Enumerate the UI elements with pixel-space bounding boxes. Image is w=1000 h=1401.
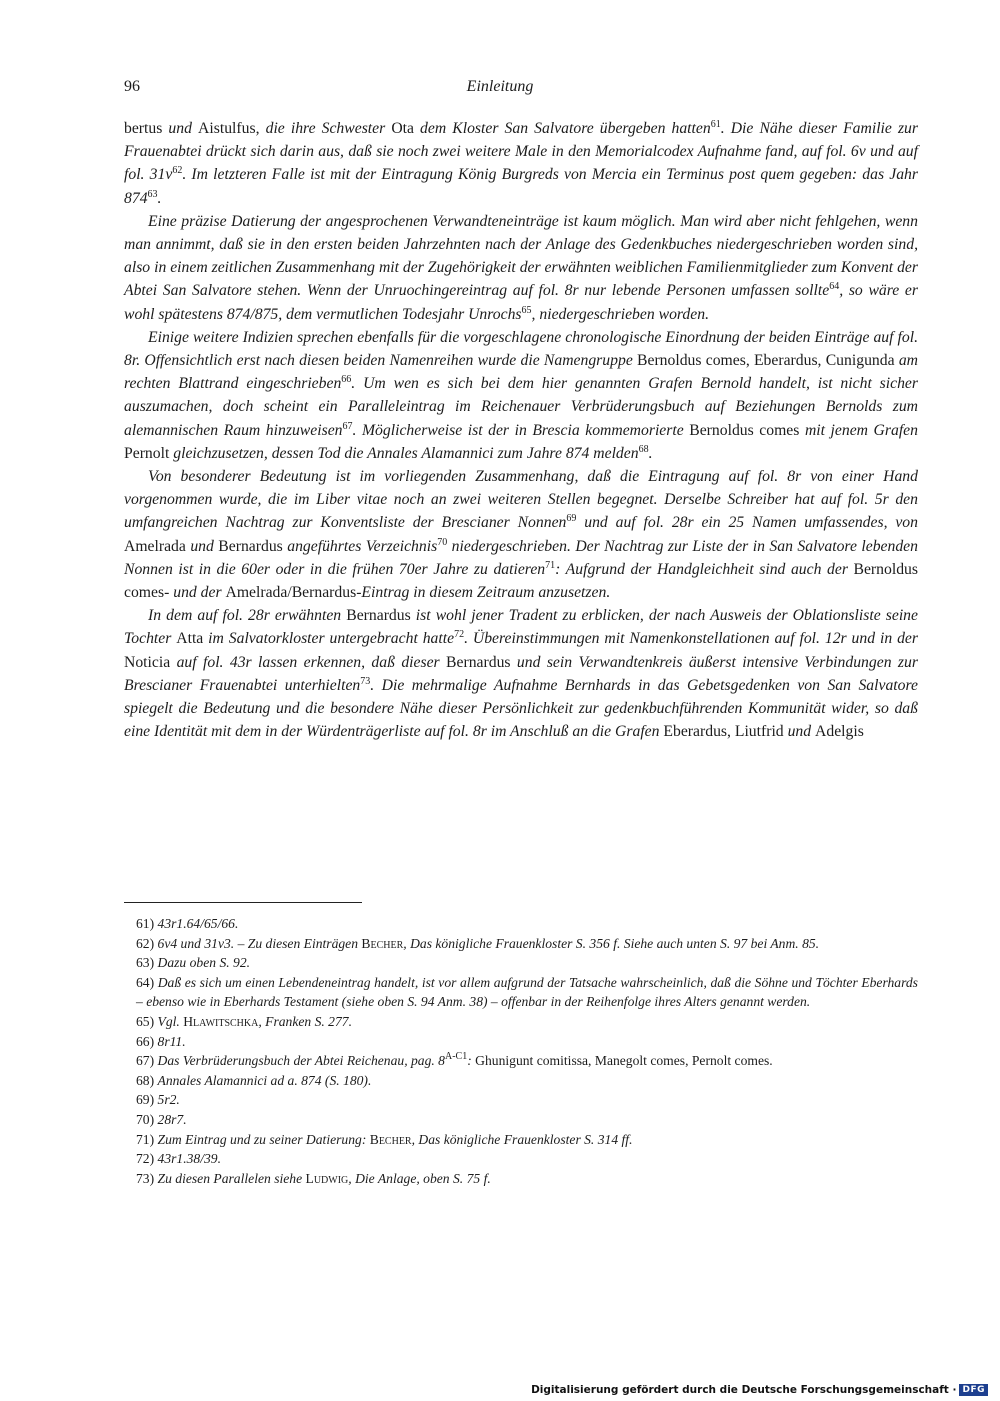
source-term: Pernolt <box>124 444 174 462</box>
text-run: . <box>157 189 162 207</box>
source-term: Noticia <box>124 653 177 671</box>
footnote <box>124 973 918 1012</box>
text-run: und <box>190 537 219 555</box>
footnote-ref: 68 <box>638 443 649 455</box>
text-run: In dem auf fol. 28r erwähnten <box>148 607 347 625</box>
text-run: ist wohl jener Tradent zu erblicken, der nach Ausweis der Oblationsliste seine Tochter <box>124 607 918 648</box>
text-run: : Aufgrund der Handgleichheit sind auch der <box>555 560 854 578</box>
author-name: Hlawitschka <box>183 1013 259 1029</box>
text-run: Einige weitere Indizien sprechen ebenfalls für die vorgeschlagene chronologische Einordnung der beiden Einträge auf fol. 8r. Offensichtlich erst nach diesen beiden Namenreihen wurde die Namengruppe <box>124 328 918 370</box>
footnote-ref: 63 <box>147 188 158 200</box>
text-run: mit jenem Grafen <box>804 421 918 439</box>
text-run: und <box>787 723 816 741</box>
text-run: . Möglicherweise ist der in Brescia kommemorierte <box>352 421 690 439</box>
text-run: -Eintrag in diesem Zeitraum anzusetzen. <box>356 584 611 602</box>
text-run: . Im letzteren Falle ist mit der Eintragung König Burgreds von Mercia ein Terminus post quem gegeben: das Jahr 874 <box>124 166 919 207</box>
text-run: . Die mehrmalige Aufnahme Bernhards in das Gebetsgedenken von San Salvatore spiegelt die Bedeutung und die besondere Nähe dieser Persönlichkeit zur gedenkbuchführenden Kommunität wider, so daß eine Identität mit dem in der Würdenträgerliste auf fol. 8r im Anschluß an die Grafen <box>124 676 918 741</box>
footnote-ref: 65 <box>521 304 532 316</box>
digitization-notice <box>531 1384 988 1396</box>
footnote <box>124 1012 918 1032</box>
footnote-ref: A-C1 <box>444 1051 468 1063</box>
text-run: und <box>168 120 199 137</box>
footnote <box>124 1110 918 1130</box>
source-term: Bernardus <box>446 653 517 671</box>
source-term: Bernoldus comes, Eberardus, Cunigunda <box>637 352 899 370</box>
text-run: , Das königliche Frauenkloster S. 314 ff. <box>411 1131 633 1147</box>
footnote-ref: 72 <box>454 629 465 641</box>
footnote-number: 73) <box>136 1170 158 1186</box>
source-term: bertus <box>124 120 169 137</box>
source-term: Amelrada/Bernardus <box>225 584 357 602</box>
footnote <box>124 1051 918 1071</box>
footnote-ref: 70 <box>437 536 448 548</box>
footnote-ref: 69 <box>566 513 577 525</box>
source-term: Bernoldus comes <box>689 421 805 439</box>
footnote <box>124 934 918 954</box>
text-run: niedergeschrieben. Der Nachtrag zur Liste der in San Salvatore lebenden Nonnen ist in die 60er oder in die frühen 70er Jahre zu datieren <box>124 537 918 578</box>
text-run: Zum Eintrag und zu seiner Datierung: <box>157 1131 370 1147</box>
digitization-notice-text: Digitalisierung gefördert durch die Deutsche Forschungsgemeinschaft · <box>531 1384 957 1396</box>
page-number: 96 <box>124 78 140 95</box>
text-run: . Die Nähe dieser Familie zur Frauenabtei drückt sich darin aus, daß sie noch zwei weitere Male in den Memorialcodex Aufnahme fand, auf fol. 6v und auf fol. 31v <box>124 120 919 184</box>
footnote <box>124 1071 918 1091</box>
paragraph <box>124 326 918 465</box>
footnote-number: 62) <box>136 935 158 951</box>
footnote-number: 69) <box>136 1092 158 1108</box>
footnote-number: 65) <box>136 1013 158 1029</box>
source-term: Bernardus <box>346 607 416 625</box>
text-run: im Salvatorkloster untergebracht hatte <box>208 630 455 648</box>
source-term: Bernardus <box>218 537 288 555</box>
footnote <box>124 953 918 973</box>
source-term: Ghunigunt comitissa, Manegolt comes, Pernolt comes. <box>475 1053 773 1069</box>
text-run: , Das königliche Frauenkloster S. 356 f. Siehe auch unten S. 97 bei Anm. 85. <box>403 935 820 951</box>
text-run: Dazu oben S. 92. <box>157 955 251 971</box>
text-run: angeführtes Verzeichnis <box>287 537 438 555</box>
text-run: dem Kloster San Salvatore übergeben hatten <box>420 120 711 137</box>
author-name: Ludwig <box>305 1170 349 1186</box>
footnote-number: 70) <box>136 1111 158 1127</box>
source-term: Atta <box>176 630 209 648</box>
text-run: . <box>648 444 653 462</box>
footnote-number: 61) <box>136 916 158 931</box>
footnote <box>124 1090 918 1110</box>
footnote-divider <box>124 902 362 903</box>
text-run: Eine präzise Datierung der angesprochenen Verwandteneinträge ist kaum möglich. Man wird aber nicht fehlgehen, wenn man annimmt, daß sie in den ersten beiden Jahrzehnten nach der Anlage des Gedenkbuches niedergeschrieben worden sind, also in einem zeitlichen Zusammenhang mit der Zugehörigkeit der erwähnten weiblichen Familienmitglieder zum Konvent der Abtei San Salvatore stehen. Wenn der Unruochingereintrag auf fol. 8r nur lebende Personen umfassen sollte <box>124 212 918 300</box>
text-run: 6v4 und 31v3. – Zu diesen Einträgen <box>157 935 362 951</box>
text-run: , Franken S. 277. <box>258 1013 352 1029</box>
source-term: Ota <box>391 120 421 137</box>
footnote-number: 63) <box>136 955 158 971</box>
text-run: 5r2. <box>157 1092 180 1108</box>
source-term: Amelrada <box>124 537 191 555</box>
main-text <box>124 117 918 743</box>
footnote-number: 72) <box>136 1151 158 1167</box>
footnote-ref: 61 <box>710 119 721 130</box>
text-run: , so wäre er wohl spätestens 874/875, dem vermutlichen Todesjahr Unrochs <box>124 282 918 323</box>
text-run: , Die Anlage, oben S. 75 f. <box>348 1170 491 1186</box>
paragraph <box>124 117 918 210</box>
paragraph <box>124 465 918 604</box>
footnote <box>124 1169 918 1189</box>
footnote <box>124 1149 918 1169</box>
text-run: Das Verbrüderungsbuch der Abtei Reichenau, pag. 8 <box>157 1053 445 1069</box>
text-run: . Um wen es sich bei dem hier genannten Grafen Bernold handelt, ist nicht sicher auszumachen, doch scheint ein Paralleleintrag im Reichenauer Verbrüderungsbuch auf Beziehungen Bernolds zum alemannischen Raum hinzuweisen <box>124 375 919 439</box>
footnote-number: 71) <box>136 1131 158 1147</box>
text-run: Vgl. <box>157 1013 184 1029</box>
text-run: - und der <box>164 584 226 602</box>
footnote <box>124 1032 918 1052</box>
author-name: Becher <box>369 1131 412 1147</box>
author-name: Becher <box>361 935 404 951</box>
text-run: und sein Verwandtenkreis äußerst intensive Verbindungen zur Brescianer Frauenabtei unterhielten <box>124 653 918 694</box>
footnote <box>124 914 918 934</box>
text-run: die ihre Schwester <box>265 120 392 137</box>
footnote-number: 68) <box>136 1072 158 1088</box>
footnote-number: 66) <box>136 1033 158 1049</box>
text-run: und auf fol. 28r ein 25 Namen umfassendes, von <box>576 514 918 532</box>
source-term: Bernoldus comes <box>124 560 918 602</box>
footnotes <box>124 914 918 1188</box>
text-run: auf fol. 43r lassen erkennen, daß dieser <box>176 653 447 671</box>
text-run: Annales Alamannici ad a. 874 (S. 180). <box>157 1072 372 1088</box>
text-run: : <box>467 1053 476 1069</box>
text-run: . Übereinstimmungen mit Namenkonstellationen auf fol. 12r und in der <box>464 630 918 648</box>
footnote-ref: 71 <box>545 559 556 571</box>
footnote-ref: 64 <box>829 281 840 293</box>
footnote-number: 67) <box>136 1053 158 1069</box>
text-run: 28r7. <box>157 1111 187 1127</box>
footnote-number: 64) <box>136 974 158 990</box>
text-run: Von besonderer Bedeutung ist im vorliegenden Zusammenhang, daß die Eintragung auf fol. 8r von einer Hand vorgenommen wurde, die im Liber vitae noch an zwei weiteren Stellen begegnet. Derselbe Schreiber hat auf fol. 5r den umfangreichen Nachtrag zur Konventsliste der Brescianer Nonnen <box>124 468 918 532</box>
text-run: , niedergeschrieben worden. <box>531 305 710 323</box>
text-run: 43r1.38/39. <box>157 1151 221 1167</box>
text-run: Daß es sich um einen Lebendeneintrag handelt, ist vor allem aufgrund der Tatsache wahrscheinlich, daß die Söhne und Töchter Eberhards – ebenso wie in Eberhards Testament (siehe oben S. 94 Anm. 38) – offenbar in der Reihenfolge ihres Alters genannt werden. <box>136 974 918 1010</box>
footnote-ref: 66 <box>341 374 352 386</box>
footnote-ref: 67 <box>342 420 353 432</box>
paragraph <box>124 604 918 743</box>
text-run: Zu diesen Parallelen siehe <box>157 1170 306 1186</box>
text-run: gleichzusetzen, dessen Tod die Annales Alamannici zum Jahre 874 melden <box>173 444 639 462</box>
source-term: Aistulfus, <box>198 120 266 137</box>
dfg-logo-icon: DFG <box>959 1384 988 1396</box>
footnote-ref: 62 <box>172 165 183 177</box>
text-run: am rechten Blattrand eingeschrieben <box>124 352 918 393</box>
source-term: Eberardus, Liutfrid <box>663 723 788 741</box>
footnote <box>124 1130 918 1150</box>
footnote-ref: 73 <box>360 675 371 687</box>
text-run: 43r1.64/65/66. <box>157 916 239 931</box>
running-title: Einleitung <box>466 78 534 95</box>
paragraph <box>124 210 918 326</box>
source-term: Adelgis <box>815 723 864 741</box>
text-run: 8r11. <box>157 1033 186 1049</box>
